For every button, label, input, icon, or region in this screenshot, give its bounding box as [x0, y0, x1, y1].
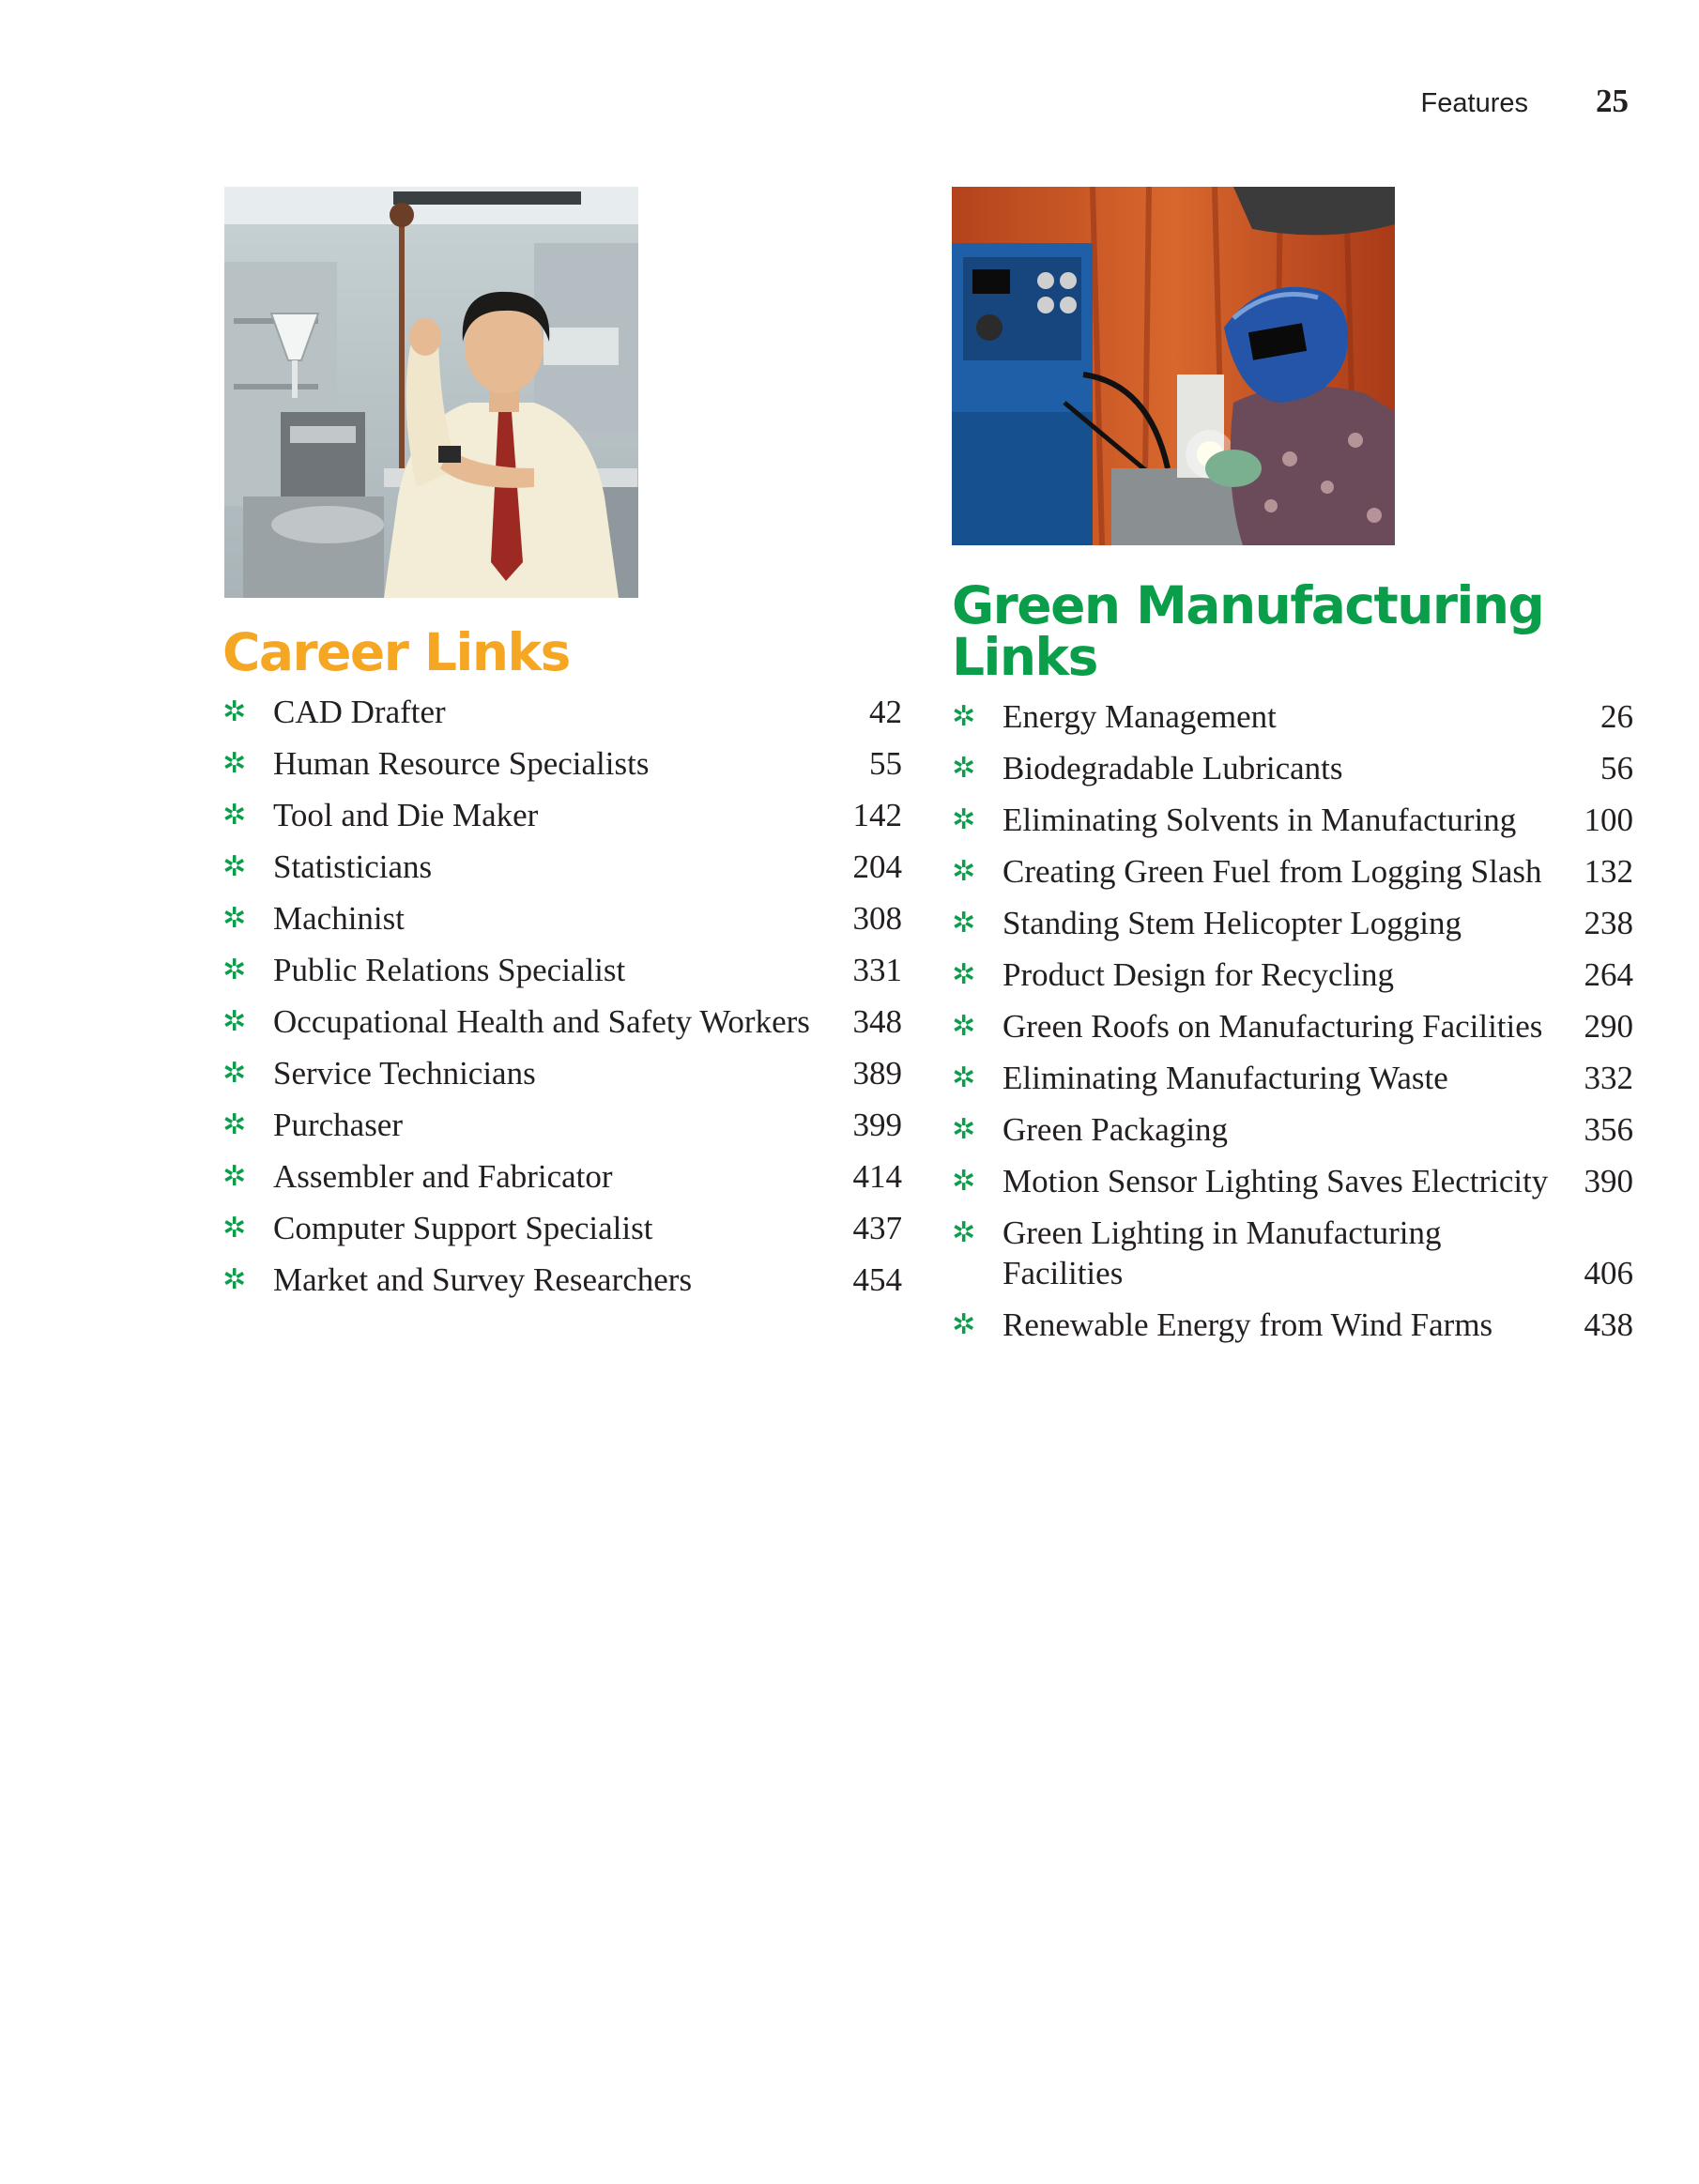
asterisk-bullet-icon: ✲	[222, 902, 247, 935]
item-label: Public Relations Specialist	[273, 952, 626, 988]
asterisk-bullet-icon: ✲	[222, 1263, 247, 1296]
list-item[interactable]	[222, 898, 902, 939]
list-item[interactable]	[222, 1105, 902, 1145]
item-page-number: 132	[1584, 853, 1633, 890]
item-label: Market and Survey Researchers	[273, 1261, 693, 1298]
list-item[interactable]	[952, 1161, 1633, 1201]
career-links-list	[222, 692, 902, 1300]
list-item[interactable]	[952, 1109, 1633, 1150]
item-label: Tool and Die Maker	[273, 797, 539, 833]
green-links-section	[952, 575, 1633, 1356]
item-page-number: 42	[869, 694, 902, 730]
asterisk-bullet-icon: ✲	[952, 1308, 976, 1341]
item-label: Green Lighting in Manufacturing Facilities	[1003, 1214, 1442, 1291]
list-item[interactable]	[952, 748, 1633, 788]
list-item[interactable]	[222, 1208, 902, 1248]
asterisk-bullet-icon: ✲	[222, 1212, 247, 1245]
asterisk-bullet-icon: ✲	[952, 752, 976, 785]
asterisk-bullet-icon: ✲	[952, 1010, 976, 1043]
asterisk-bullet-icon: ✲	[222, 954, 247, 986]
list-item[interactable]	[222, 950, 902, 990]
list-item[interactable]	[952, 1213, 1633, 1293]
list-item[interactable]	[222, 1053, 902, 1093]
item-label: Human Resource Specialists	[273, 745, 650, 782]
section-title: Features	[1420, 88, 1528, 118]
item-page-number: 308	[852, 900, 902, 937]
item-label: Eliminating Solvents in Manufacturing	[1003, 802, 1517, 838]
list-item[interactable]	[952, 696, 1633, 737]
item-label: Statisticians	[273, 848, 433, 885]
item-label: Creating Green Fuel from Logging Slash	[1003, 853, 1542, 890]
photo-welder	[952, 187, 1395, 545]
asterisk-bullet-icon: ✲	[952, 1113, 976, 1146]
asterisk-bullet-icon: ✲	[222, 1160, 247, 1193]
item-page-number: 142	[852, 797, 902, 833]
item-label: CAD Drafter	[273, 694, 446, 730]
item-label: Biodegradable Lubricants	[1003, 750, 1343, 787]
item-page-number: 389	[852, 1055, 902, 1092]
item-page-number: 100	[1584, 802, 1633, 838]
running-header	[1421, 83, 1629, 120]
item-label: Service Technicians	[273, 1055, 536, 1092]
item-label: Energy Management	[1003, 698, 1277, 735]
item-page-number: 238	[1584, 905, 1633, 941]
asterisk-bullet-icon: ✲	[952, 803, 976, 836]
list-item[interactable]	[222, 743, 902, 784]
item-page-number: 406	[1584, 1255, 1633, 1291]
list-item[interactable]	[952, 903, 1633, 943]
item-page-number: 390	[1584, 1163, 1633, 1199]
asterisk-bullet-icon: ✲	[222, 1057, 247, 1090]
green-links-list	[952, 696, 1633, 1345]
item-page-number: 26	[1600, 698, 1633, 735]
asterisk-bullet-icon: ✲	[952, 1165, 976, 1198]
item-label: Machinist	[273, 900, 405, 937]
item-page-number: 55	[869, 745, 902, 782]
item-page-number: 204	[852, 848, 902, 885]
item-page-number: 290	[1584, 1008, 1633, 1045]
green-links-heading: Green Manufacturing Links	[952, 575, 1544, 687]
item-label: Occupational Health and Safety Workers	[273, 1003, 810, 1040]
list-item[interactable]	[222, 692, 902, 732]
list-item[interactable]	[952, 955, 1633, 995]
list-item[interactable]	[222, 1001, 902, 1042]
item-label: Green Roofs on Manufacturing Facilities	[1003, 1008, 1543, 1045]
item-label: Computer Support Specialist	[273, 1210, 653, 1246]
page-number: 25	[1596, 83, 1629, 119]
list-item[interactable]	[952, 1006, 1633, 1046]
item-page-number: 56	[1600, 750, 1633, 787]
list-item[interactable]	[952, 851, 1633, 892]
item-page-number: 264	[1584, 956, 1633, 993]
photo-lab-technician	[224, 187, 638, 598]
list-item[interactable]	[952, 800, 1633, 840]
career-links-section	[222, 622, 902, 1311]
item-page-number: 399	[852, 1107, 902, 1143]
item-label: Product Design for Recycling	[1003, 956, 1394, 993]
asterisk-bullet-icon: ✲	[952, 958, 976, 991]
list-item[interactable]	[222, 1156, 902, 1197]
career-links-heading: Career Links	[222, 622, 570, 682]
item-page-number: 454	[852, 1261, 902, 1298]
list-item[interactable]	[952, 1058, 1633, 1098]
list-item[interactable]	[222, 795, 902, 835]
item-label: Motion Sensor Lighting Saves Electricity	[1003, 1163, 1549, 1199]
item-page-number: 437	[852, 1210, 902, 1246]
item-label: Renewable Energy from Wind Farms	[1003, 1306, 1493, 1343]
asterisk-bullet-icon: ✲	[952, 1216, 976, 1249]
item-page-number: 356	[1584, 1111, 1633, 1148]
asterisk-bullet-icon: ✲	[222, 799, 247, 832]
asterisk-bullet-icon: ✲	[952, 700, 976, 733]
item-label: Purchaser	[273, 1107, 404, 1143]
list-item[interactable]	[222, 1260, 902, 1300]
item-label: Eliminating Manufacturing Waste	[1003, 1060, 1448, 1096]
asterisk-bullet-icon: ✲	[222, 695, 247, 728]
list-item[interactable]	[952, 1305, 1633, 1345]
asterisk-bullet-icon: ✲	[952, 855, 976, 888]
item-label: Standing Stem Helicopter Logging	[1003, 905, 1462, 941]
item-label: Assembler and Fabricator	[273, 1158, 613, 1195]
item-label: Green Packaging	[1003, 1111, 1229, 1148]
asterisk-bullet-icon: ✲	[952, 907, 976, 939]
item-page-number: 414	[852, 1158, 902, 1195]
item-page-number: 331	[852, 952, 902, 988]
item-page-number: 332	[1584, 1060, 1633, 1096]
item-page-number: 438	[1584, 1306, 1633, 1343]
asterisk-bullet-icon: ✲	[222, 747, 247, 780]
asterisk-bullet-icon: ✲	[222, 1108, 247, 1141]
item-page-number: 348	[852, 1003, 902, 1040]
asterisk-bullet-icon: ✲	[222, 1005, 247, 1038]
list-item[interactable]	[222, 847, 902, 887]
asterisk-bullet-icon: ✲	[952, 1061, 976, 1094]
asterisk-bullet-icon: ✲	[222, 850, 247, 883]
